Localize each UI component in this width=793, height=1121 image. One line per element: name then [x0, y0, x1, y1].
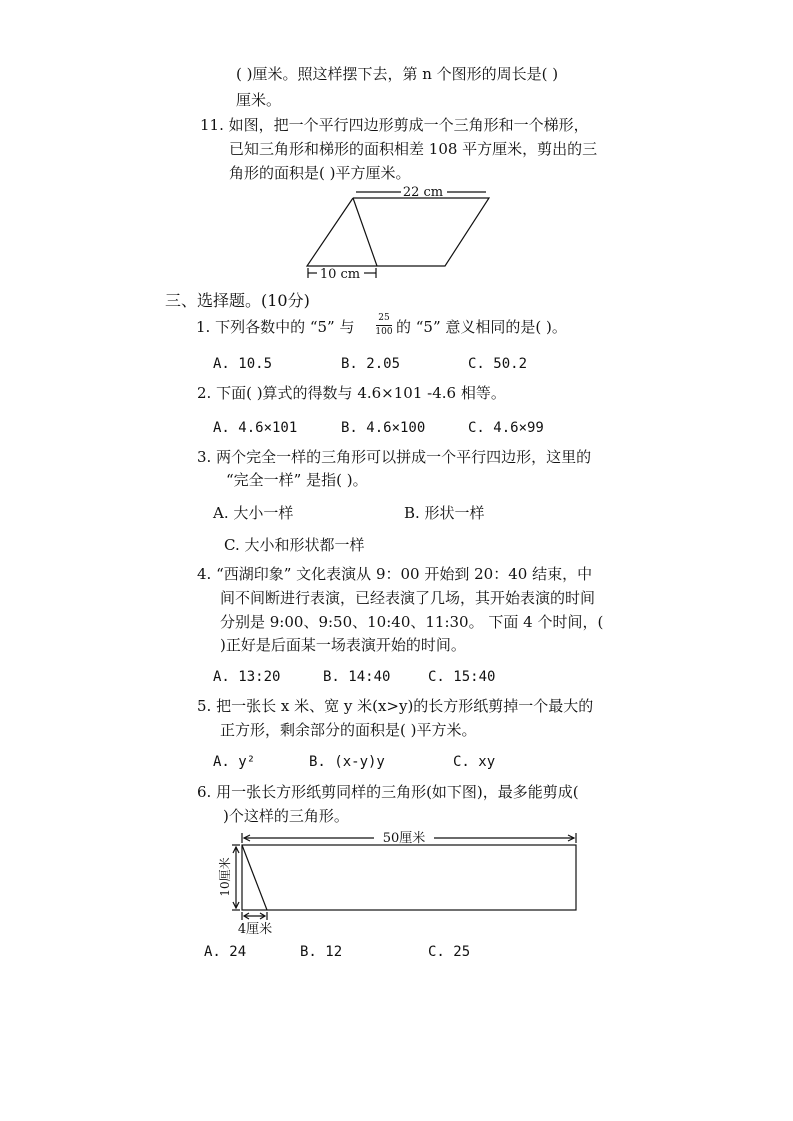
mc1-stem-b: 的 “5” 意义相同的是( )。: [396, 318, 567, 336]
q11-line1: 11. 如图，把一个平行四边形剪成一个三角形和一个梯形，: [200, 116, 589, 134]
length-label: 50厘米: [382, 831, 426, 846]
mc6-option-a: A. 24: [204, 944, 247, 960]
q11-line3: 角形的面积是( )平方厘米。: [229, 164, 411, 182]
mc4-line4: )正好是后面某一场表演开始的时间。: [220, 636, 466, 654]
mc4-line1: 4. “西湖印象” 文化表演从 9：00 开始到 20：40 结束，中: [197, 565, 593, 583]
width-label: 10厘米: [218, 857, 232, 897]
base-label: 4厘米: [237, 922, 273, 937]
parallelogram-figure: [307, 192, 489, 278]
mc4-option-b: B. 14:40: [323, 669, 391, 685]
mc4-line3: 分别是 9:00、9:50、10:40、11:30。 下面 4 个时间，(: [220, 613, 604, 631]
section-title: 三、选择题。(10分): [165, 291, 310, 310]
mc4-option-c: C. 15:40: [428, 669, 496, 685]
mc3-line1: 3. 两个完全一样的三角形可以拼成一个平行四边形，这里的: [197, 448, 592, 466]
mc1-frac-den: 100: [375, 327, 393, 337]
parallelogram-outline: [307, 198, 489, 266]
mc5-option-b: B. (x-y)y: [309, 754, 385, 770]
mc5-option-c: C. xy: [453, 754, 496, 770]
mc2-option-a: A. 4.6×101: [213, 420, 298, 436]
q10-line2: 厘米。: [236, 91, 282, 109]
mc1-option-c: C. 50.2: [468, 356, 528, 372]
mc2-option-b: B. 4.6×100: [341, 420, 426, 436]
mc3-option-c: C. 大小和形状都一样: [224, 536, 365, 554]
mc6-line1: 6. 用一张长方形纸剪同样的三角形(如下图)，最多能剪成(: [197, 783, 579, 801]
q10-line1: ( )厘米。照这样摆下去，第 n 个图形的周长是( ): [236, 65, 559, 83]
mc2-option-c: C. 4.6×99: [468, 420, 544, 436]
mc3-line2: “完全一样” 是指( )。: [226, 471, 368, 489]
mc1-frac-bar: [376, 325, 392, 326]
mc3-option-a: A. 大小一样: [213, 504, 294, 522]
mc1-stem-a: 1. 下列各数中的 “5” 与: [196, 318, 355, 336]
q11-line2: 已知三角形和梯形的面积相差 108 平方厘米，剪出的三: [229, 140, 598, 158]
mc5-line2: 正方形，剩余部分的面积是( )平方米。: [220, 721, 477, 739]
mc4-option-a: A. 13:20: [213, 669, 281, 685]
triangle-cut-line: [242, 845, 267, 910]
cut-line: [353, 198, 377, 266]
mc6-option-b: B. 12: [300, 944, 343, 960]
mc2-stem: 2. 下面( )算式的得数与 4.6×101 -4.6 相等。: [197, 384, 506, 402]
top-dimension-label: 22 cm: [402, 185, 444, 200]
mc6-option-c: C. 25: [428, 944, 471, 960]
mc1-frac-num: 25: [378, 313, 390, 323]
mc4-line2: 间不间断进行表演，已经表演了几场，其开始表演的时间: [220, 589, 596, 607]
mc1-option-b: B. 2.05: [341, 356, 401, 372]
mc6-line2: )个这样的三角形。: [223, 807, 349, 825]
rectangle-figure: [232, 833, 576, 920]
mc3-option-b: B. 形状一样: [404, 504, 485, 522]
mc5-line1: 5. 把一张长 x 米、宽 y 米(x>y)的长方形纸剪掉一个最大的: [197, 697, 594, 715]
mc5-option-a: A. y²: [213, 754, 256, 770]
bottom-dimension-label: 10 cm: [319, 267, 361, 282]
paper-rectangle: [242, 845, 576, 910]
mc1-option-a: A. 10.5: [213, 356, 273, 372]
